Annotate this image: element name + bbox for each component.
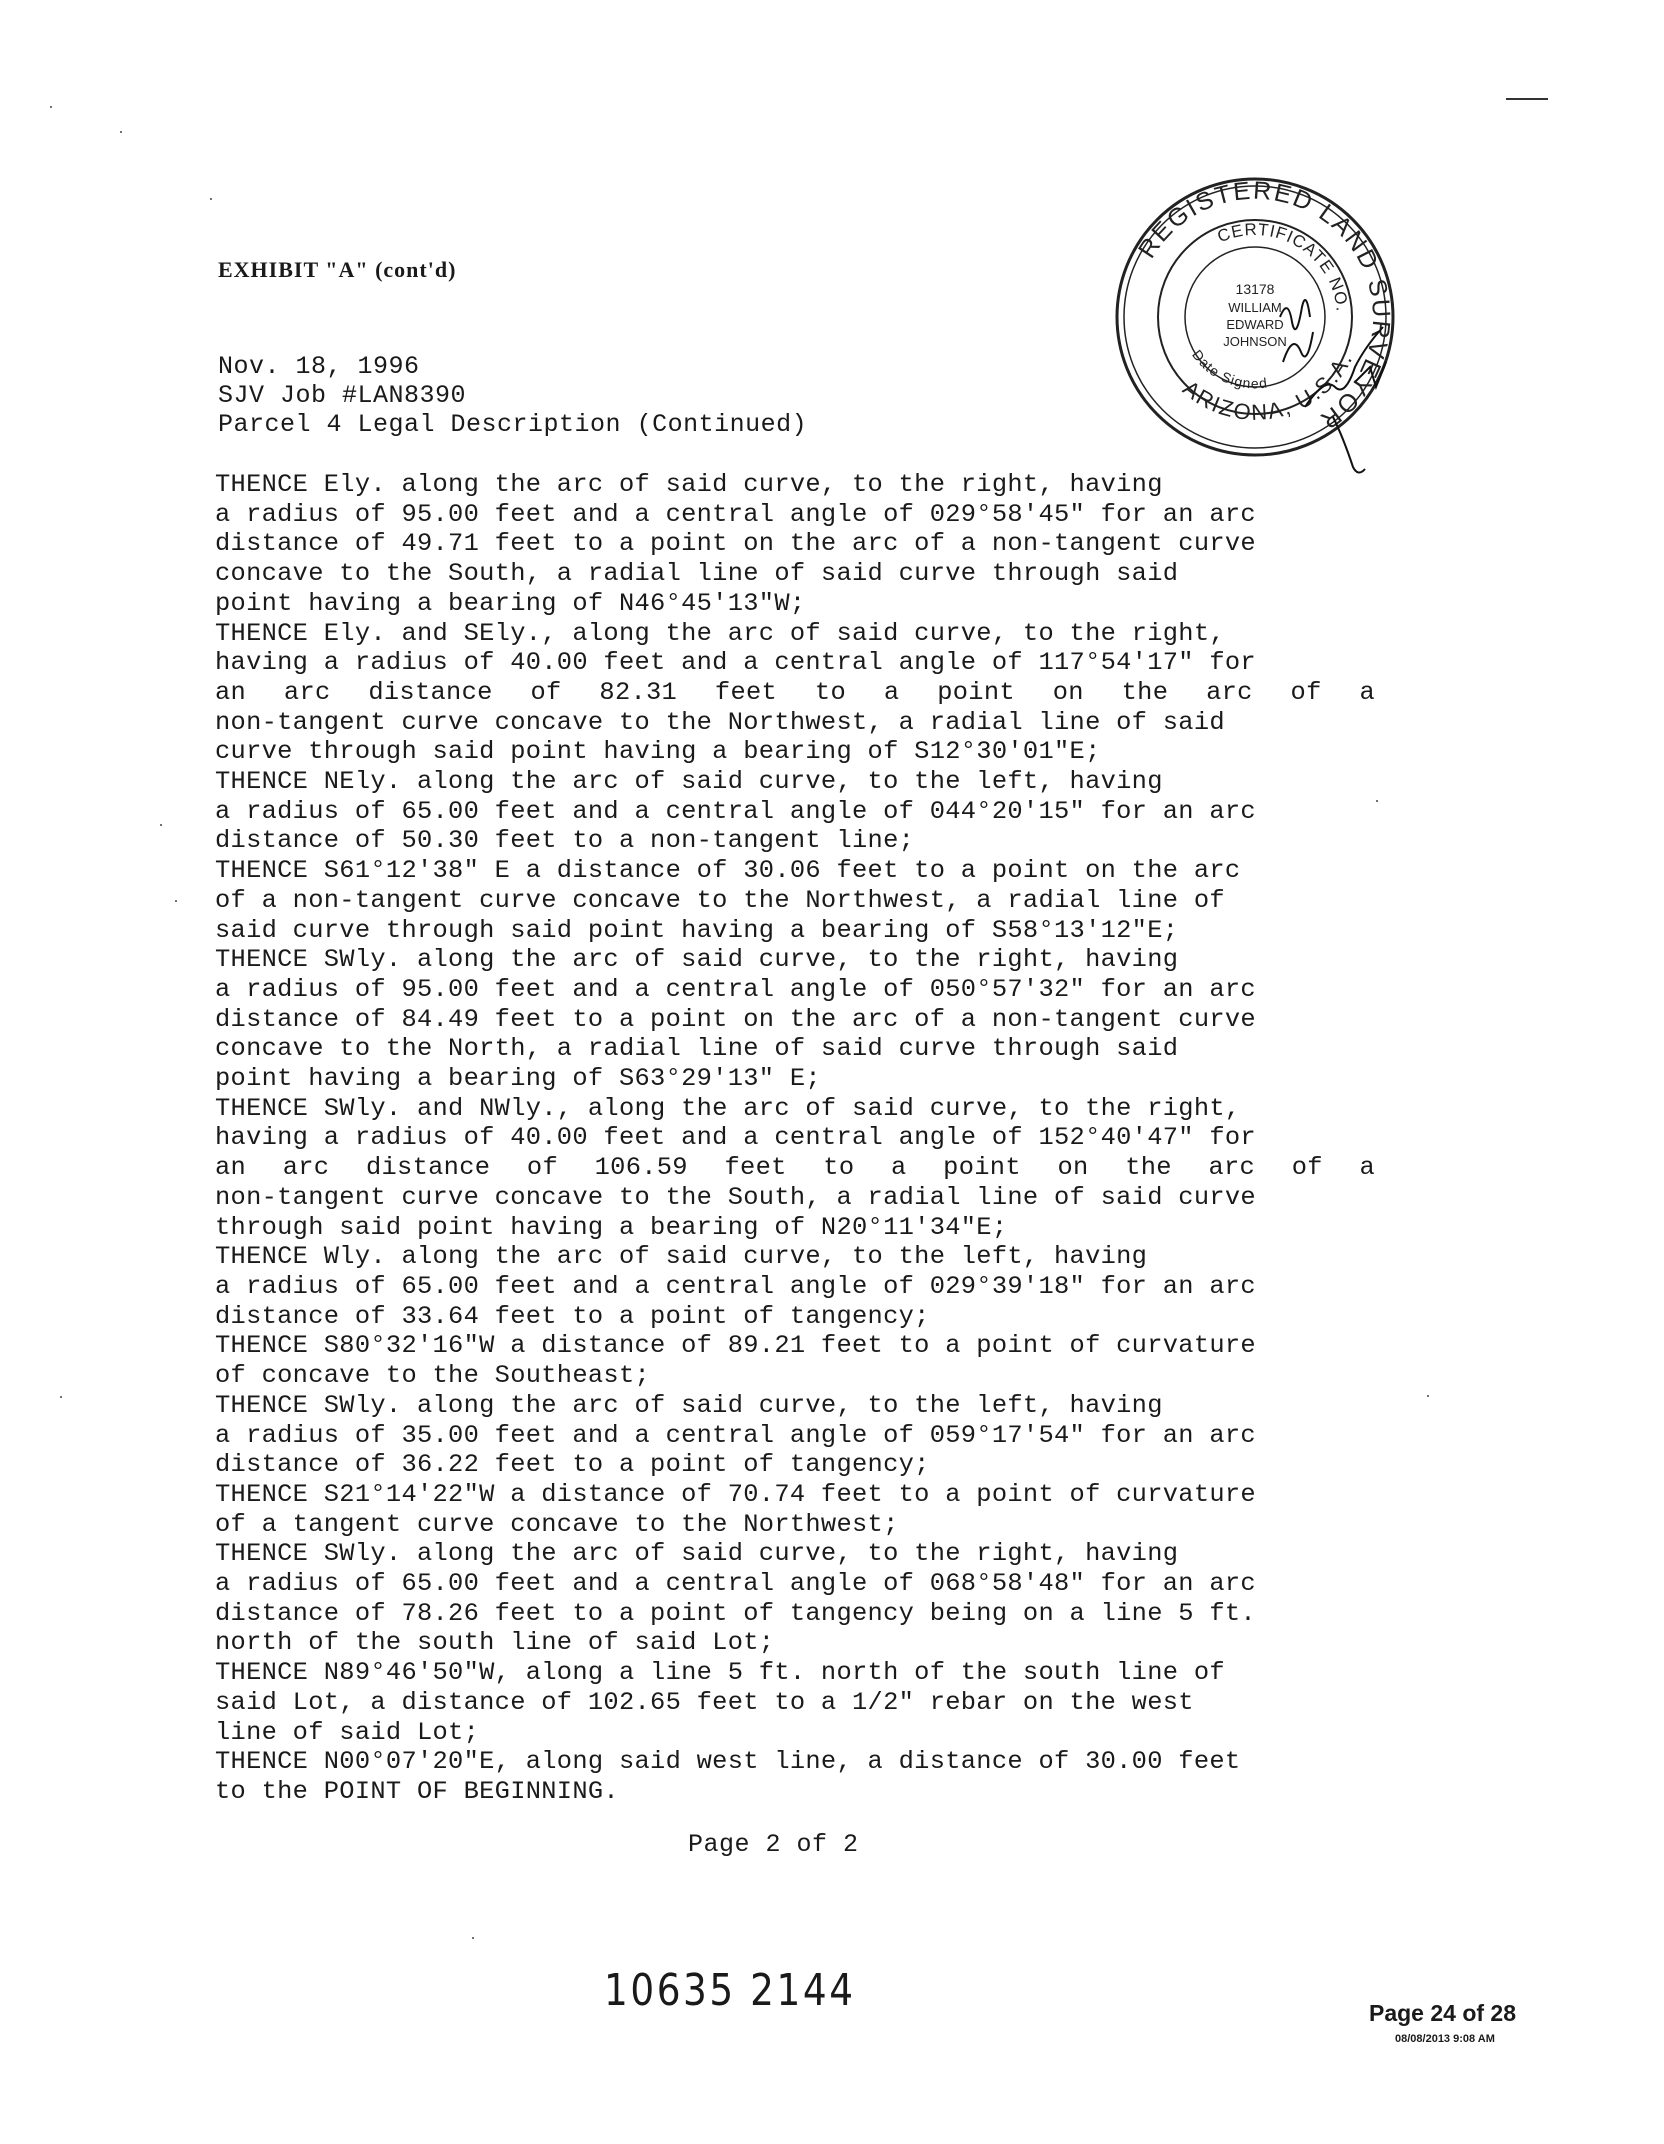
legal-description-line: distance of 49.71 feet to a point on the arc of a non-tangent curve — [215, 529, 1256, 559]
legal-description-line: to the POINT OF BEGINNING. — [215, 1776, 619, 1806]
legal-description-line: having a radius of 40.00 feet and a central angle of 152°40'47" for — [215, 1123, 1256, 1153]
legal-description-line: THENCE SWly. along the arc of said curve, to the right, having — [215, 945, 1179, 975]
legal-description-line: of a non-tangent curve concave to the Northwest, a radial line of — [215, 885, 1225, 915]
description-title: Parcel 4 Legal Description (Continued) — [218, 410, 808, 439]
legal-description-line: THENCE S21°14'22"W a distance of 70.74 feet to a point of curvature — [215, 1479, 1256, 1509]
seal-name-line3: JOHNSON — [1223, 334, 1287, 349]
legal-description-line: line of said Lot; — [215, 1717, 480, 1747]
scan-speck — [1376, 800, 1378, 802]
legal-description-line: distance of 50.30 feet to a non-tangent line; — [215, 826, 915, 856]
legal-description-line: a radius of 65.00 feet and a central angle of 029°39'18" for an arc — [215, 1271, 1256, 1301]
scan-speck — [1427, 1395, 1429, 1397]
legal-description-line: of a tangent curve concave to the Northwest; — [215, 1509, 899, 1539]
legal-description-line: point having a bearing of S63°29'13" E; — [215, 1064, 821, 1094]
job-number: SJV Job #LAN8390 — [218, 381, 467, 410]
legal-description-line: a radius of 95.00 feet and a central angle of 050°57'32" for an arc — [215, 974, 1256, 1004]
seal-name-line2: EDWARD — [1226, 317, 1284, 332]
legal-description-line: distance of 78.26 feet to a point of tangency being on a line 5 ft. — [215, 1598, 1256, 1628]
signature-mark — [1333, 417, 1365, 473]
legal-description-line: distance of 84.49 feet to a point on the arc of a non-tangent curve — [215, 1004, 1256, 1034]
legal-description-line: a radius of 65.00 feet and a central angle of 044°20'15" for an arc — [215, 796, 1256, 826]
legal-description-line: THENCE SWly. and NWly., along the arc of said curve, to the right, — [215, 1093, 1241, 1123]
legal-description-line: a radius of 65.00 feet and a central angle of 068°58'48" for an arc — [215, 1569, 1256, 1599]
legal-description-line: non-tangent curve concave to the Northwest, a radial line of said — [215, 707, 1225, 737]
legal-description-body — [215, 470, 1375, 1807]
scan-speck — [210, 198, 212, 200]
scan-speck — [60, 1396, 62, 1398]
seal-outer-text: REGISTERED LAND SURVEYOR — [1132, 176, 1396, 436]
legal-description-line: THENCE SWly. along the arc of said curve, to the right, having — [215, 1539, 1179, 1569]
legal-description-line: distance of 36.22 feet to a point of tangency; — [215, 1450, 930, 1480]
seal-state-text: ARIZONA, U.S.A. — [1178, 347, 1358, 426]
legal-description-line: THENCE SWly. along the arc of said curve, to the left, having — [215, 1390, 1163, 1420]
page-counter: Page 24 of 28 — [1369, 2000, 1517, 2026]
legal-description-line: THENCE Ely. and SEly., along the arc of said curve, to the right, — [215, 618, 1225, 648]
legal-description-line: an arc distance of 82.31 feet to a point on the arc of a — [215, 677, 1375, 707]
legal-description-line: an arc distance of 106.59 feet to a point on the arc of a — [215, 1153, 1375, 1183]
seal-certificate-number: 13178 — [1235, 281, 1275, 297]
signature-mark — [1283, 332, 1313, 362]
legal-description-line: THENCE N00°07'20"E, along said west line, a distance of 30.00 feet — [215, 1747, 1241, 1777]
legal-description-line: north of the south line of said Lot; — [215, 1628, 775, 1658]
legal-description-line: THENCE NEly. along the arc of said curve, to the left, having — [215, 767, 1163, 797]
legal-description-line: of concave to the Southeast; — [215, 1361, 651, 1391]
seal-graphic — [1105, 167, 1405, 467]
seal-name-line1: WILLIAM — [1228, 300, 1282, 315]
legal-description-line: said Lot, a distance of 102.65 feet to a 1/2" rebar on the west — [215, 1687, 1194, 1717]
legal-description-line: point having a bearing of N46°45'13"W; — [215, 588, 806, 618]
legal-description-line: THENCE S61°12'38" E a distance of 30.06 feet to a point on the arc — [215, 856, 1241, 886]
scan-speck — [175, 900, 177, 902]
legal-description-line: THENCE Wly. along the arc of said curve, to the left, having — [215, 1242, 1148, 1272]
scan-speck — [160, 824, 162, 826]
signature-mark — [1280, 300, 1310, 329]
legal-description-line: concave to the South, a radial line of said curve through said — [215, 559, 1179, 589]
legal-description-line: THENCE S80°32'16"W a distance of 89.21 feet to a point of curvature — [215, 1331, 1256, 1361]
scan-speck — [120, 131, 122, 133]
legal-description-line: THENCE Ely. along the arc of said curve, to the right, having — [215, 470, 1163, 499]
legal-description-line: concave to the North, a radial line of said curve through said — [215, 1034, 1179, 1064]
legal-description-line: having a radius of 40.00 feet and a central angle of 117°54'17" for — [215, 648, 1256, 678]
legal-description-line: a radius of 35.00 feet and a central angle of 059°17'54" for an arc — [215, 1420, 1256, 1450]
seal-date-signed-label: Date Signed — [1189, 346, 1269, 392]
legal-description-line: distance of 33.64 feet to a point of tangency; — [215, 1301, 930, 1331]
surveyor-seal — [1105, 167, 1405, 467]
exhibit-header: EXHIBIT "A" (cont'd) — [218, 257, 457, 282]
legal-description-line: said curve through said point having a bearing of S58°13'12"E; — [215, 915, 1179, 945]
print-timestamp: 08/08/2013 9:08 AM — [1395, 2033, 1495, 2045]
recording-number: 10635 2144 — [604, 1965, 856, 2016]
legal-description-line: through said point having a bearing of N20°11'34"E; — [215, 1212, 1008, 1242]
page-of-label: Page 2 of 2 — [688, 1830, 859, 1859]
legal-description-line: THENCE N89°46'50"W, along a line 5 ft. north of the south line of — [215, 1658, 1225, 1688]
legal-description-line: curve through said point having a bearing of S12°30'01"E; — [215, 737, 1101, 767]
scan-speck — [50, 106, 52, 108]
document-meta — [218, 352, 807, 439]
scan-speck — [472, 1937, 474, 1939]
legal-description-line: a radius of 95.00 feet and a central angle of 029°58'45" for an arc — [215, 499, 1256, 529]
seal-inner-text: CERTIFICATE NO. — [1214, 219, 1352, 313]
top-right-rule — [1506, 98, 1548, 100]
legal-description-line: non-tangent curve concave to the South, a radial line of said curve — [215, 1182, 1256, 1212]
document-date: Nov. 18, 1996 — [218, 352, 420, 381]
